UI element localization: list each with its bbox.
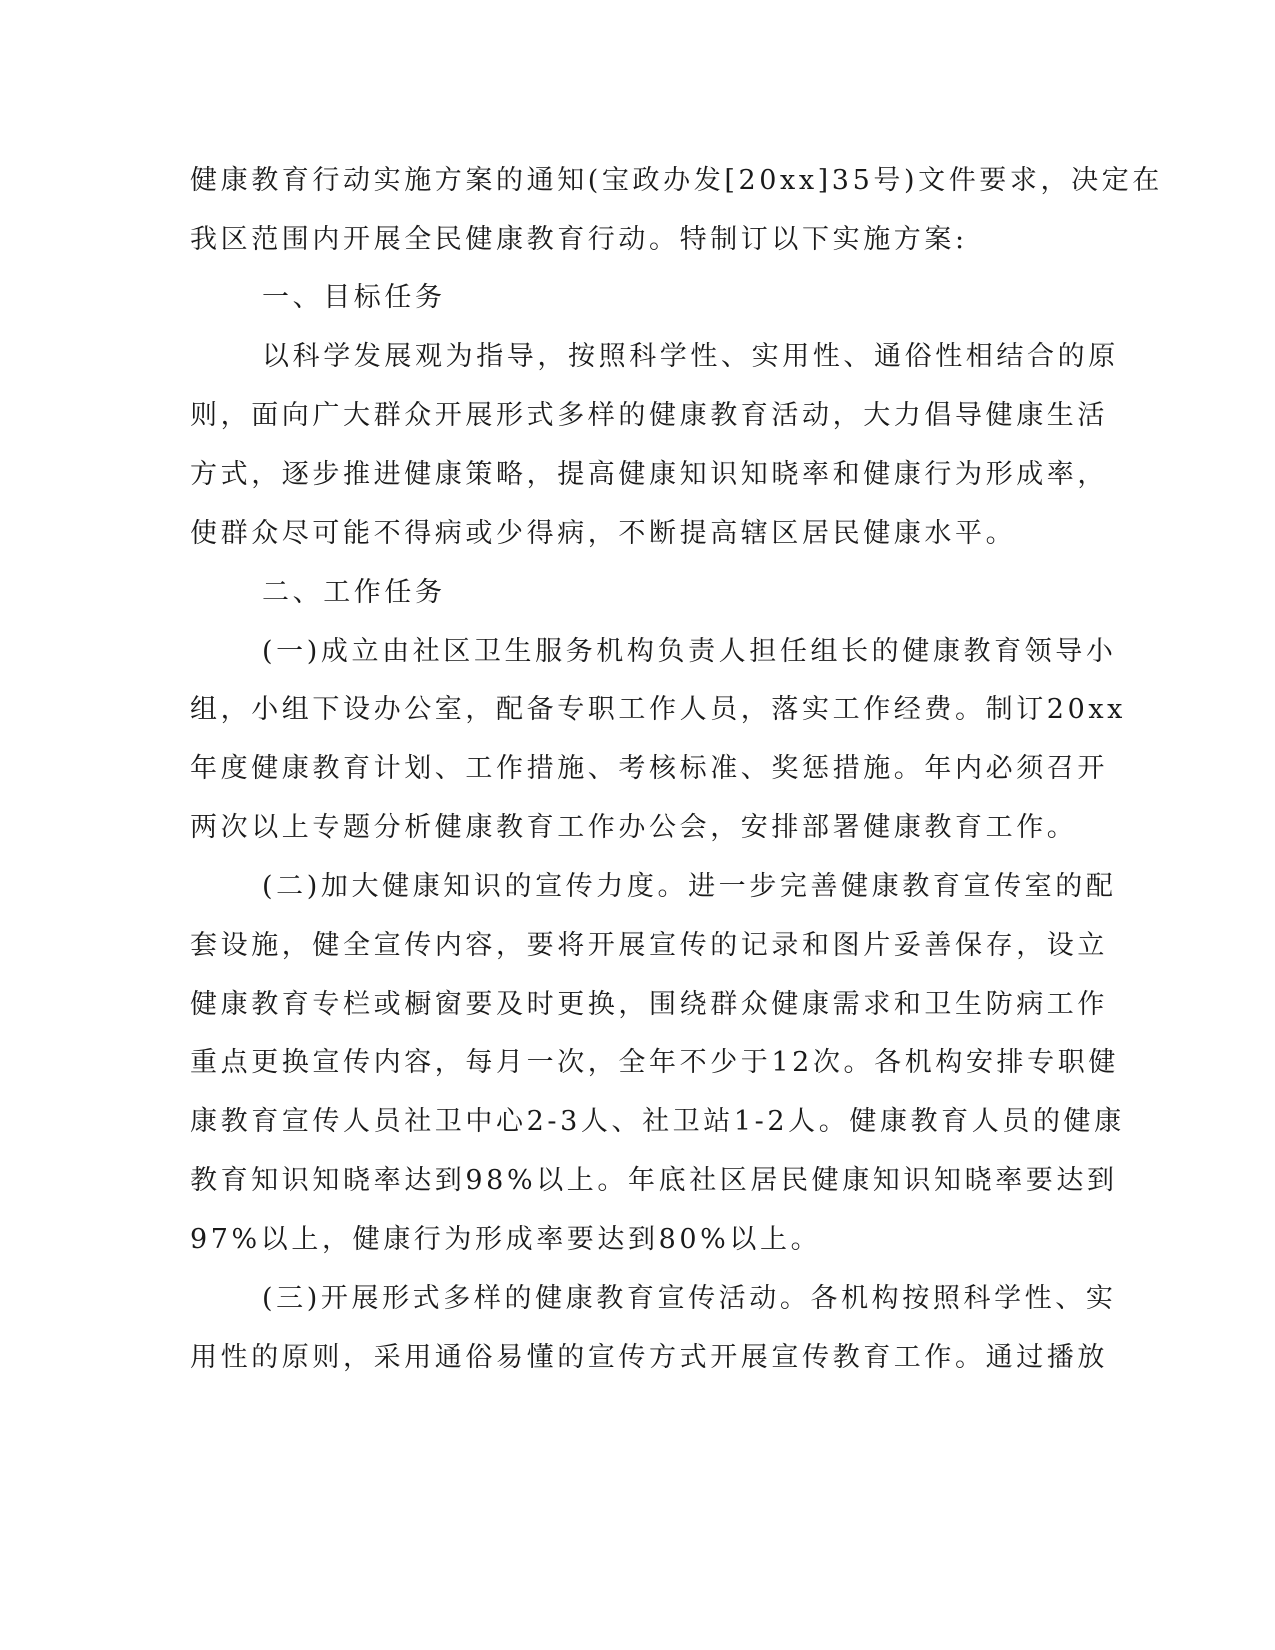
text-line: 健康教育专栏或橱窗要及时更换，围绕群众健康需求和卫生防病工作 — [190, 989, 1108, 1020]
text-line: 97%以上，健康行为形成率要达到80%以上。 — [190, 1224, 822, 1255]
text-line: 教育知识知晓率达到98%以上。年底社区居民健康知识知晓率要达到 — [190, 1165, 1118, 1196]
paragraph-first-line: (二)加大健康知识的宣传力度。进一步完善健康教育宣传室的配 — [262, 871, 1117, 902]
paragraph-first-line: (一)成立由社区卫生服务机构负责人担任组长的健康教育领导小 — [262, 636, 1117, 667]
text-line: 健康教育行动实施方案的通知(宝政办发[20xx]35号)文件要求，决定在 — [190, 165, 1163, 196]
paragraph-first-line: (三)开展形式多样的健康教育宣传活动。各机构按照科学性、实 — [262, 1283, 1117, 1314]
text-line: 康教育宣传人员社卫中心2-3人、社卫站1-2人。健康教育人员的健康 — [190, 1106, 1125, 1137]
text-line: 则，面向广大群众开展形式多样的健康教育活动，大力倡导健康生活 — [190, 400, 1108, 431]
paragraph-first-line: 以科学发展观为指导，按照科学性、实用性、通俗性相结合的原 — [262, 341, 1119, 372]
text-line: 年度健康教育计划、工作措施、考核标准、奖惩措施。年内必须召开 — [190, 753, 1108, 784]
text-line: 重点更换宣传内容，每月一次，全年不少于12次。各机构安排专职健 — [190, 1047, 1119, 1078]
text-line: 方式，逐步推进健康策略，提高健康知识知晓率和健康行为形成率， — [190, 459, 1108, 490]
text-line: 使群众尽可能不得病或少得病，不断提高辖区居民健康水平。 — [190, 518, 1017, 549]
text-line: 套设施，健全宣传内容，要将开展宣传的记录和图片妥善保存，设立 — [190, 930, 1108, 961]
section-heading: 一、目标任务 — [262, 282, 446, 313]
text-line: 我区范围内开展全民健康教育行动。特制订以下实施方案: — [190, 224, 968, 255]
text-line: 用性的原则，采用通俗易懂的宣传方式开展宣传教育工作。通过播放 — [190, 1342, 1108, 1373]
text-line: 组，小组下设办公室，配备专职工作人员，落实工作经费。制订20xx — [190, 694, 1127, 725]
text-line: 两次以上专题分析健康教育工作办公会，安排部署健康教育工作。 — [190, 812, 1078, 843]
section-heading: 二、工作任务 — [262, 577, 446, 608]
